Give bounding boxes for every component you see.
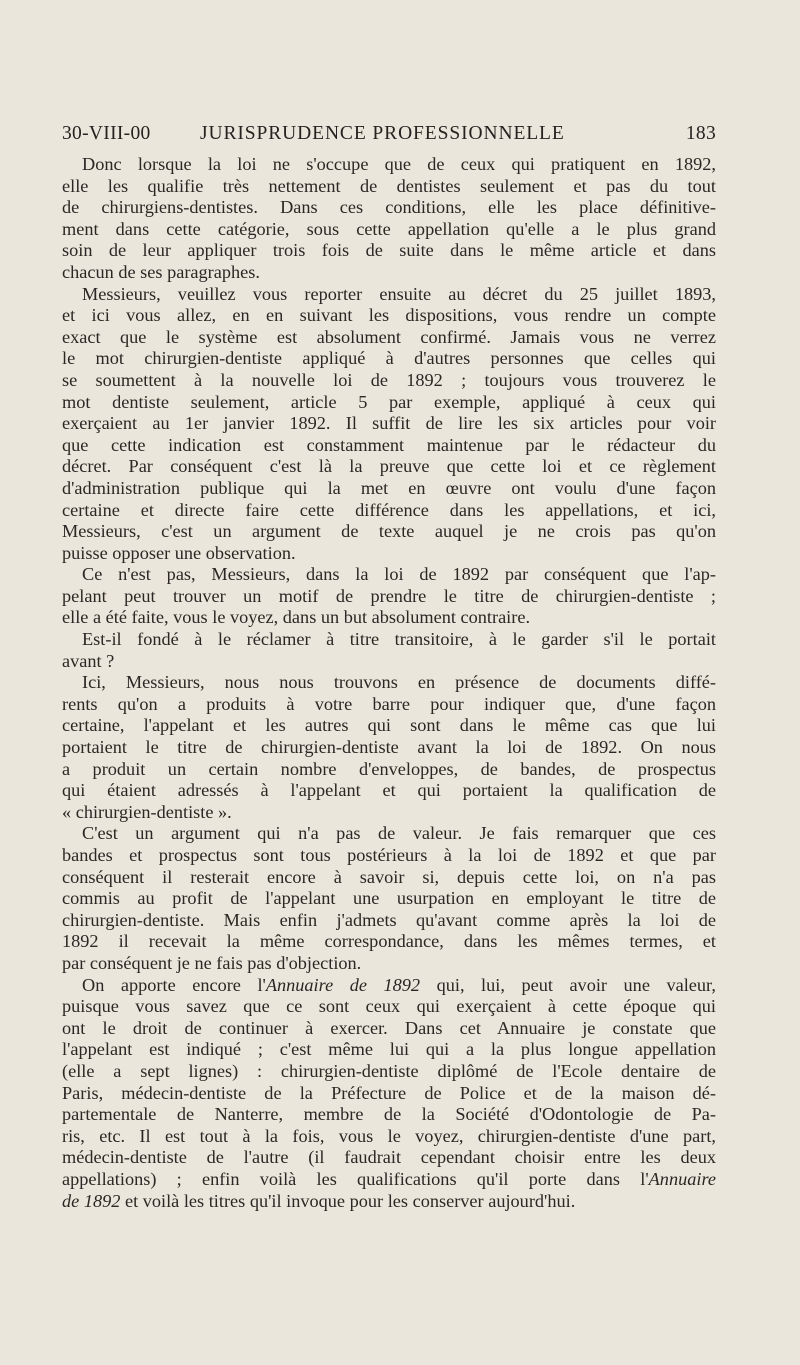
line-text: portaient le titre de chirurgien-dentiste avant la loi de 1892. On nous (62, 737, 716, 758)
line-text: puisse opposer une observation. (62, 542, 296, 563)
text-line (62, 1083, 716, 1105)
line-text: chacun de ses paragraphes. (62, 261, 260, 282)
line-text: par conséquent je ne fais pas d'objection. (62, 952, 362, 973)
text-line (62, 197, 716, 219)
text-line (62, 1061, 716, 1083)
line-text: partementale de Nanterre, membre de la Société d'Odontologie de Pa- (62, 1104, 716, 1125)
line-text: C'est un argument qui n'a pas de valeur. Je fais remarquer que ces (82, 823, 716, 844)
line-text: l'appelant est indiqué ; c'est même lui qui a la plus longue appellation (62, 1039, 716, 1060)
line-text: « chirurgien-dentiste ». (62, 801, 232, 822)
text-line (62, 694, 716, 716)
text-line (62, 154, 716, 176)
line-text: chirurgien-dentiste. Mais enfin j'admets qu'avant comme après la loi de (62, 909, 716, 930)
text-line (62, 975, 716, 997)
line-text: que cette indication est constamment maintenue par le rédacteur du (62, 434, 716, 455)
line-text: médecin-dentiste de l'autre (il faudrait cependant choisir entre les deux (62, 1147, 716, 1168)
line-text: Donc lorsque la loi ne s'occupe que de ceux qui pratiquent en 1892, (82, 154, 716, 174)
line-text: ris, etc. Il est tout à la fois, vous le voyez, chirurgien-dentiste d'une part, (62, 1125, 716, 1146)
line-text: certaine et directe faire cette différence dans les appellations, et ici, (62, 499, 716, 520)
line-text: bandes et prospectus sont tous postérieurs à la loi de 1892 et que par (62, 845, 716, 865)
line-text: exerçaient au 1er janvier 1892. Il suffit de lire les six articles pour voir (62, 413, 716, 434)
page-number: 183 (685, 123, 716, 144)
text-line (62, 240, 716, 262)
line-text: de chirurgiens-dentistes. Dans ces conditions, elle les place définitive- (62, 197, 716, 218)
text-line (62, 564, 716, 586)
text-line (62, 219, 716, 241)
text-line (62, 392, 716, 414)
line-text-after: qui, lui, peut avoir une valeur, (420, 974, 716, 995)
text-line (62, 413, 716, 435)
line-text: Messieurs, veuillez vous reporter ensuite au décret du 25 juillet 1893, (82, 283, 716, 304)
line-text: le mot chirurgien-dentiste appliqué à d'autres personnes que celles qui (62, 348, 716, 369)
text-line (62, 500, 716, 522)
line-text: puisque vous savez que ce sont ceux qui exerçaient à cette époque qui (62, 996, 716, 1017)
text-line (62, 1018, 716, 1040)
text-line (62, 607, 716, 629)
text-line (62, 629, 716, 651)
line-text: mot dentiste seulement, article 5 par exemple, appliqué à ceux qui (62, 391, 716, 412)
text-line (62, 305, 716, 327)
text-line (62, 823, 716, 845)
text-line (62, 1191, 716, 1213)
text-line (62, 456, 716, 478)
line-text: commis au profit de l'appelant une usurpation en employant le titre de (62, 888, 716, 909)
line-text: (elle a sept lignes) : chirurgien-dentiste diplômé de l'Ecole dentaire de (62, 1060, 716, 1081)
text-line (62, 435, 716, 457)
text-line (62, 1039, 716, 1061)
line-text: rents qu'on a produits à votre barre pour indiquer que, d'une façon (62, 693, 716, 714)
text-line (62, 586, 716, 608)
header-title: JURISPRUDENCE PROFESSIONNELLE (200, 123, 565, 144)
italic-title: Annuaire (648, 1168, 716, 1189)
line-text: d'administration publique qui la met en œuvre ont voulu d'une façon (62, 477, 716, 498)
text-line (62, 1169, 716, 1191)
italic-title: Annuaire de 1892 (265, 974, 421, 995)
line-text: Paris, médecin-dentiste de la Préfecture de Police et de la maison dé- (62, 1082, 716, 1103)
line-text: ont le droit de continuer à exercer. Dans cet Annuaire je constate que (62, 1017, 716, 1038)
line-text: qui étaient adressés à l'appelant et qui portaient la qualification de (62, 780, 716, 801)
line-text: certaine, l'appelant et les autres qui sont dans le même cas que lui (62, 715, 716, 736)
text-line (62, 996, 716, 1018)
line-text: a produit un certain nombre d'enveloppes, de bandes, de prospectus (62, 758, 716, 779)
text-line (62, 262, 716, 284)
text-line (62, 802, 716, 824)
line-text: pelant peut trouver un motif de prendre le titre de chirurgien-dentiste ; (62, 585, 716, 606)
text-line (62, 780, 716, 802)
text-line (62, 737, 716, 759)
line-text: avant ? (62, 650, 115, 671)
line-text: Est-il fondé à le réclamer à titre transitoire, à le garder s'il le portait (82, 629, 716, 650)
text-line (62, 1126, 716, 1148)
text-line (62, 931, 716, 953)
text-line (62, 348, 716, 370)
line-text: ment dans cette catégorie, sous cette appellation qu'elle a le plus grand (62, 218, 716, 239)
text-line (62, 370, 716, 392)
text-line (62, 888, 716, 910)
text-line (62, 845, 716, 867)
line-text: On apporte encore l' (82, 974, 266, 995)
line-text: soin de leur appliquer trois fois de suite dans le même article et dans (62, 240, 716, 261)
running-head (62, 123, 716, 149)
italic-title: de 1892 (62, 1190, 121, 1211)
text-line (62, 478, 716, 500)
line-text: Ce n'est pas, Messieurs, dans la loi de 1892 par conséquent que l'ap- (82, 564, 716, 585)
line-text: Ici, Messieurs, nous nous trouvons en présence de documents diffé- (82, 672, 716, 693)
line-text: 1892 il recevait la même correspondance, dans les mêmes termes, et (62, 931, 716, 952)
text-line (62, 176, 716, 198)
text-line (62, 284, 716, 306)
text-line (62, 1104, 716, 1126)
text-line (62, 867, 716, 889)
line-text: exact que le système est absolument confirmé. Jamais vous ne verrez (62, 326, 716, 347)
text-line (62, 521, 716, 543)
text-line (62, 953, 716, 975)
header-date: 30-VIII-00 (62, 123, 151, 144)
line-text: elle les qualifie très nettement de dentistes seulement et pas du tout (62, 175, 716, 196)
text-line (62, 651, 716, 673)
line-text-after: et voilà les titres qu'il invoque pour les conserver aujourd'hui. (120, 1190, 576, 1211)
line-text: Messieurs, c'est un argument de texte auquel je ne crois pas qu'on (62, 521, 716, 542)
text-line (62, 910, 716, 932)
text-line (62, 1147, 716, 1169)
line-text: appellations) ; enfin voilà les qualifications qu'il porte dans l' (62, 1168, 649, 1189)
text-line (62, 759, 716, 781)
body-text (62, 154, 716, 1212)
line-text: et ici vous allez, en en suivant les dispositions, vous rendre un compte (62, 305, 716, 326)
text-line (62, 327, 716, 349)
text-line (62, 715, 716, 737)
line-text: décret. Par conséquent c'est là la preuve que cette loi et ce règlement (62, 456, 716, 477)
line-text: elle a été faite, vous le voyez, dans un but absolument contraire. (62, 607, 531, 628)
text-line (62, 672, 716, 694)
line-text: se soumettent à la nouvelle loi de 1892 ; toujours vous trouverez le (62, 369, 716, 390)
line-text: conséquent il resterait encore à savoir si, depuis cette loi, on n'a pas (62, 866, 716, 887)
text-line (62, 543, 716, 565)
